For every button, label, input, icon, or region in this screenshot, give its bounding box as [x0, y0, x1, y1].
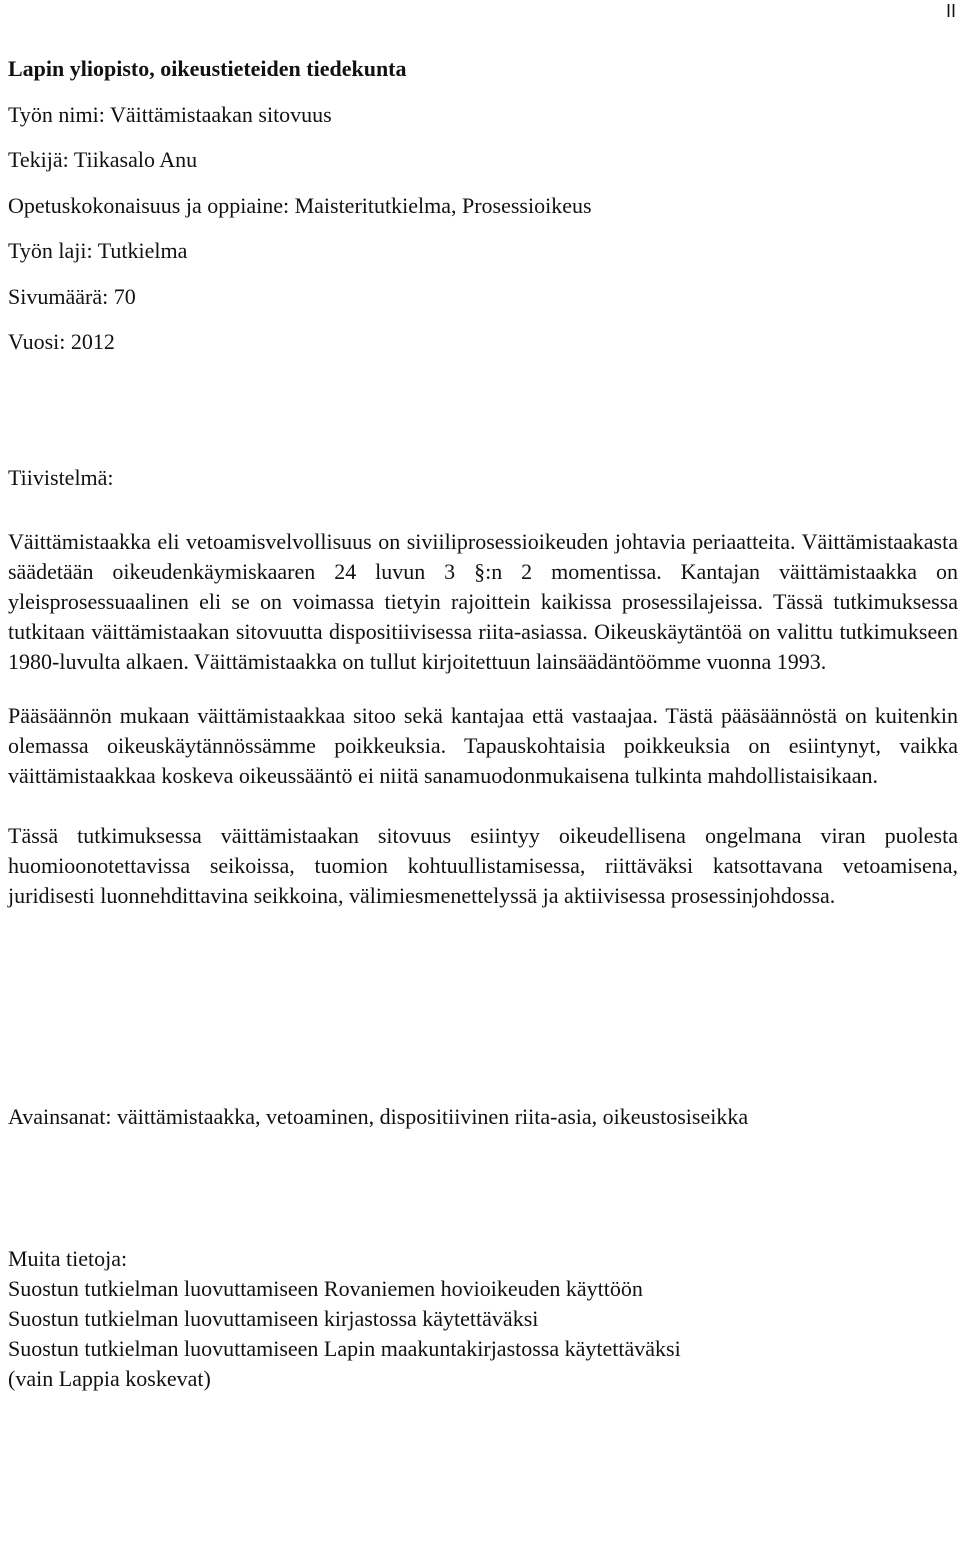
- page-number: II: [945, 1, 956, 21]
- work-type-line: Työn laji: Tutkielma: [8, 238, 188, 263]
- other-info-label: Muita tietoja:: [8, 1245, 128, 1271]
- abstract-label: Tiivistelmä:: [8, 464, 114, 490]
- year-line: Vuosi: 2012: [8, 329, 115, 354]
- abstract-paragraph-2: Pääsäännön mukaan väittämistaakkaa sitoo sekä kantajaa että vastaajaa. Tästä pääsäännöstä on kuitenkin olemassa oikeuskäytännössämme poikkeuksia. Tapauskohtaisia poikkeuksia on esiintynyt, vaikka väittämistaakkaa koskeva oikeussääntö ei niitä sanamuodonmukaisena tulkinta mahdollistaisikaan.: [8, 702, 958, 788]
- abstract-paragraph-3: Tässä tutkimuksessa väittämistaakan sitovuus esiintyy oikeudellisena ongelmana viran puolesta huomioonotettavissa seikoissa, tuomion kohtuullistamisessa, riittäväksi katsottavana vetoamisena, juridisesti luonnehdittavina seikkoina, välimiesmenettelyssä ja aktiivisessa prosessinjohdossa.: [8, 822, 958, 908]
- other-info-line: Suostun tutkielman luovuttamiseen Lapin maakuntakirjastossa käytettäväksi: [8, 1335, 681, 1361]
- faculty-heading: Lapin yliopisto, oikeustieteiden tiedekunta: [8, 56, 407, 81]
- thesis-title-line: Työn nimi: Väittämistaakan sitovuus: [8, 101, 332, 127]
- keywords-line: Avainsanat: väittämistaakka, vetoaminen, dispositiivinen riita-asia, oikeustosiseikka: [8, 1103, 749, 1129]
- subject-line: Opetuskokonaisuus ja oppiaine: Maisteritutkielma, Prosessioikeus: [8, 192, 592, 218]
- author-line: Tekijä: Tiikasalo Anu: [8, 147, 198, 172]
- other-info-line: Suostun tutkielman luovuttamiseen kirjastossa käytettäväksi: [8, 1305, 539, 1331]
- page-count-line: Sivumäärä: 70: [8, 283, 136, 309]
- document-body: [8, 54, 958, 1394]
- abstract-paragraph-1: Väittämistaakka eli vetoamisvelvollisuus on siviiliprosessioikeuden johtavia periaatteita. Väittämistaakasta säädetään oikeudenkäymiskaaren 24 luvun 3 §:n 2 momentissa. Kantajan väittämistaakka on yleisprosessuaalinen eli se on voimassa tietyin rajoittein kaikissa prosessilajeissa. Tässä tutkimuksessa tutkitaan väittämistaakan sitovuutta dispositiivisessa riita-asiassa. Oikeuskäytäntöä on valittu tutkimukseen 1980-luvulta alkaen. Väittämistaakka on tullut kirjoitettuun lainsäädäntöömme vuonna 1993.: [8, 528, 958, 674]
- other-info-line: Suostun tutkielman luovuttamiseen Rovaniemen hovioikeuden käyttöön: [8, 1275, 643, 1301]
- other-info: [8, 1244, 958, 1394]
- other-info-line: (vain Lappia koskevat): [8, 1365, 211, 1391]
